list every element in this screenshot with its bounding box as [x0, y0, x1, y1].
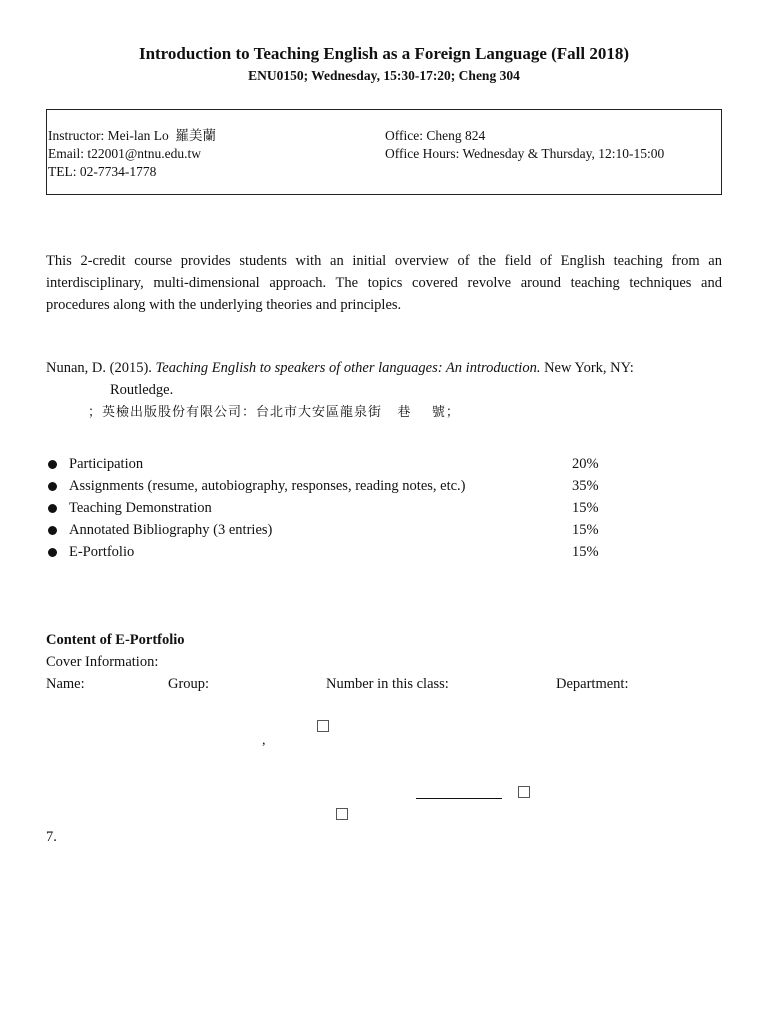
- checkbox[interactable]: [317, 720, 329, 732]
- grade-label: Assignments (resume, autobiography, responses, reading notes, etc.): [69, 478, 466, 494]
- grade-percent: 20%: [572, 456, 599, 472]
- grade-label: Teaching Demonstration: [69, 500, 212, 516]
- grade-percent: 15%: [572, 500, 599, 516]
- name-field-label: Name:: [46, 676, 85, 692]
- textbook-place: New York, NY:: [540, 360, 634, 376]
- bullet-icon: [48, 482, 57, 491]
- office-info: [385, 127, 664, 163]
- textbook-author-year: Nunan, D. (2015).: [46, 360, 156, 376]
- group-field-label: Group:: [168, 676, 210, 692]
- grade-label: Participation: [69, 456, 144, 472]
- grade-label: E-Portfolio: [69, 544, 135, 560]
- bullet-icon: [48, 460, 57, 469]
- comma-mark: ,: [262, 733, 266, 748]
- list-item: [46, 519, 646, 541]
- blank-line: [416, 798, 502, 799]
- bullet-icon: [48, 548, 57, 557]
- checkbox[interactable]: [518, 786, 530, 798]
- list-item: [46, 497, 646, 519]
- bullet-icon: [48, 504, 57, 513]
- instructor-contact: [48, 127, 216, 181]
- list-number-seven: 7.: [46, 829, 57, 845]
- checkbox[interactable]: [336, 808, 348, 820]
- grade-percent: 15%: [572, 522, 599, 538]
- office-hours: Office Hours: Wednesday & Thursday, 12:10-15:00: [385, 146, 665, 161]
- instructor-name: Instructor: Mei-lan Lo 羅美蘭: [48, 128, 216, 143]
- textbook-chinese-publisher: ；英檢出版股份有限公司：台北市大安區龍泉街 巷 號；: [88, 405, 460, 420]
- grading-list: [46, 453, 646, 563]
- textbook-publisher: Routledge.: [110, 382, 174, 398]
- instructor-email: Email: t22001@ntnu.edu.tw: [48, 146, 202, 161]
- number-field-label: Number in this class:: [326, 676, 449, 692]
- course-subtitle: ENU0150; Wednesday, 15:30-17:20; Cheng 304: [248, 68, 520, 83]
- portfolio-heading: Content of E-Portfolio: [46, 632, 185, 648]
- document-title: Introduction to Teaching English as a Foreign Language (Fall 2018): [138, 44, 630, 63]
- list-item: [46, 475, 646, 497]
- grade-label: Annotated Bibliography (3 entries): [69, 522, 273, 538]
- cover-fields: [46, 673, 722, 695]
- grade-percent: 15%: [572, 544, 599, 560]
- textbook-title: Teaching English to speakers of other languages: An introduction.: [155, 360, 541, 376]
- department-field-label: Department:: [556, 676, 629, 692]
- office-location: Office: Cheng 824: [385, 128, 486, 143]
- instructor-tel: TEL: 02-7734-1778: [48, 164, 157, 179]
- course-description: This 2-credit course provides students with an initial overview of the field of English teaching from an interdisciplinary, multi-dimensional approach. The topics covered revolve around teaching techniques and procedures along with the underlying theories and principles.: [46, 253, 722, 313]
- instructor-info-box: [46, 109, 722, 195]
- bullet-icon: [48, 526, 57, 535]
- grade-percent: 35%: [572, 478, 599, 494]
- textbook-reference: [46, 357, 722, 379]
- list-item: [46, 541, 646, 563]
- cover-information-label: Cover Information:: [46, 654, 159, 670]
- list-item: [46, 453, 646, 475]
